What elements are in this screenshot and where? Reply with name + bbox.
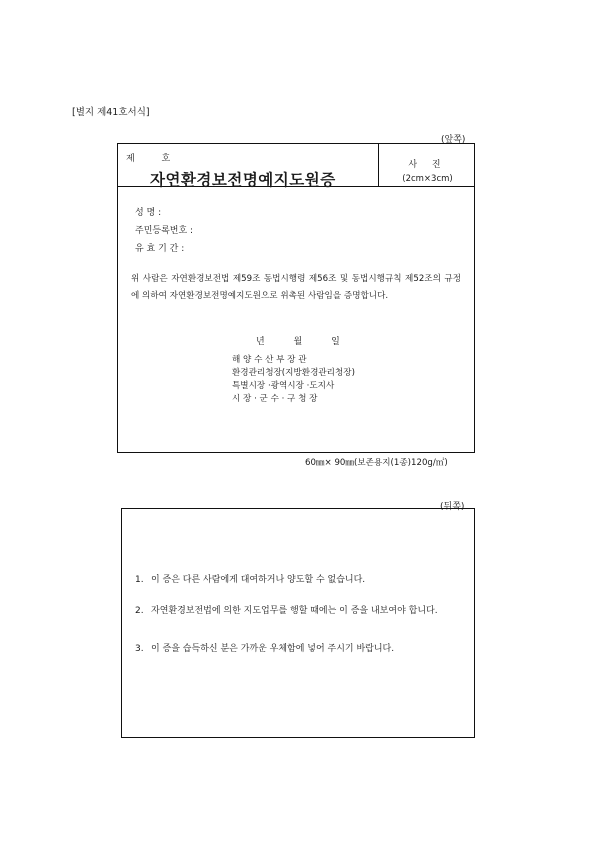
card-title: 자연환경보전명예지도원증 <box>150 171 336 189</box>
notice-text: 이 증을 습득하신 분은 가까운 우체함에 넣어 주시기 바랍니다. <box>151 644 395 654</box>
back-side-label: (뒤쪽) <box>440 502 465 512</box>
issuer-line: 환경관리청장(지방환경관리청장) <box>232 368 355 378</box>
card-front <box>117 143 475 453</box>
photo-size: (2cm×3cm) <box>402 174 453 184</box>
issuer-line: 해 양 수 산 부 장 관 <box>232 355 307 365</box>
field-label: 유 효 기 간 : <box>135 244 185 254</box>
notice-text: 자연환경보전법에 의한 지도업무를 행할 때에는 이 증을 내보여야 합니다. <box>151 606 438 616</box>
issuer-list <box>232 354 355 406</box>
notice-item <box>135 603 465 626</box>
notice-number: 3. <box>135 644 144 654</box>
paper-spec-note: 60㎜× 90㎜(보존용지(1종)120g/㎡) <box>305 458 448 468</box>
issuer-line: 특별시장 ·광역시장 ·도지사 <box>232 381 335 391</box>
issuer-line: 시 장 · 군 수 · 구 청 장 <box>232 394 318 404</box>
notice-item <box>135 572 465 588</box>
field-label: 성 명 : <box>135 208 162 218</box>
field-resident-number <box>135 222 215 240</box>
holder-fields <box>135 204 215 258</box>
date-line: 년 월 일 <box>256 337 340 347</box>
field-name <box>135 204 215 222</box>
photo-label: 사 진 <box>408 160 447 170</box>
notice-list <box>135 572 465 672</box>
field-label: 주민등록번호 : <box>135 226 194 236</box>
card-header <box>118 144 474 187</box>
number-label: 제 호 <box>126 154 183 164</box>
notice-item <box>135 641 465 657</box>
notice-number: 2. <box>135 606 144 616</box>
notice-number: 1. <box>135 575 144 585</box>
photo-box <box>378 144 476 186</box>
notice-text: 이 증은 다른 사람에게 대여하거나 양도할 수 없습니다. <box>151 575 366 585</box>
front-side-label: (앞쪽) <box>441 135 466 145</box>
form-id: [별지 제41호서식] <box>72 107 150 118</box>
certification-text: 위 사람은 자연환경보전법 제59조 동법시행령 제56조 및 동법시행규칙 제52조의 규정에 의하여 자연환경보전명예지도원으로 위촉된 사람임을 증명합니다. <box>131 274 461 301</box>
card-back <box>121 508 475 738</box>
field-validity <box>135 240 215 258</box>
